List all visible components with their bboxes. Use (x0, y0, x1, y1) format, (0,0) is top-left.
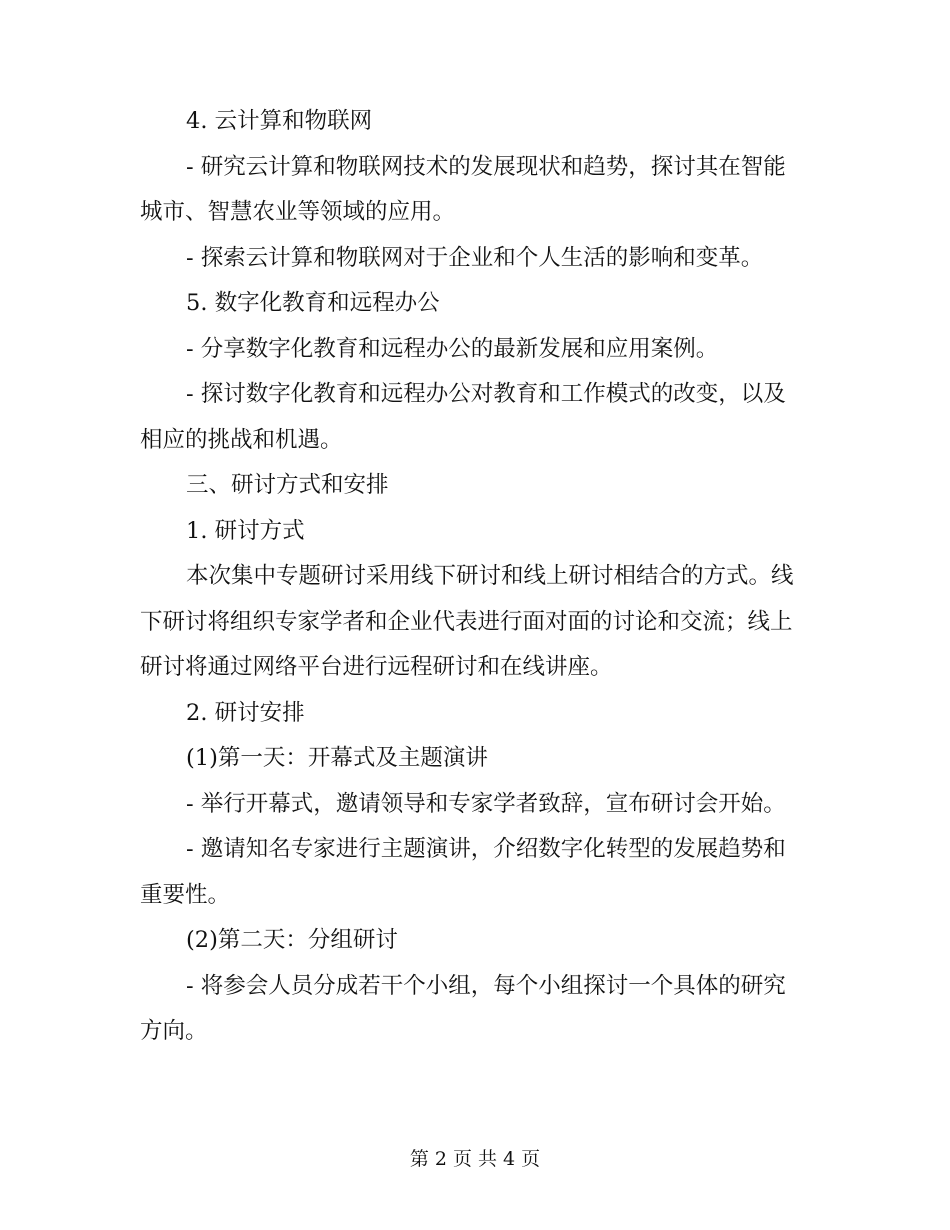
day-two-heading: (2)第二天：分组研讨 (186, 927, 398, 953)
section-heading-cloud-iot: 4. 云计算和物联网 (186, 108, 373, 134)
document-body (140, 99, 800, 1055)
paragraph-cloud-iot-impact: - 探索云计算和物联网对于企业和个人生活的影响和变革。 (186, 244, 764, 271)
paragraph-cloud-iot-research: - 研究云计算和物联网技术的发展现状和趋势，探讨其在智能城市、智慧农业等领域的应用。 (140, 153, 786, 225)
paragraph-keynote: - 邀请知名专家进行主题演讲，介绍数字化转型的发展趋势和重要性。 (140, 836, 786, 908)
subheading-methods: 1. 研讨方式 (186, 517, 305, 544)
page-number-footer: 第 2 页 共 4 页 (409, 1148, 541, 1170)
section-heading-digital-education: 5. 数字化教育和远程办公 (186, 290, 440, 316)
day-one-heading: (1)第一天：开幕式及主题演讲 (186, 745, 488, 771)
paragraph-group-discussion: - 将参会人员分成若干个小组，每个小组探讨一个具体的研究方向。 (140, 972, 786, 1044)
section-heading-methods-arrangement: 三、研讨方式和安排 (186, 472, 389, 498)
paragraph-education-changes: - 探讨数字化教育和远程办公对教育和工作模式的改变，以及相应的挑战和机遇。 (140, 381, 786, 453)
paragraph-methods-description: 本次集中专题研讨采用线下研讨和线上研讨相结合的方式。线下研讨将组织专家学者和企业代表进行面对面的讨论和交流；线上研讨将通过网络平台进行远程研讨和在线讲座。 (140, 563, 794, 680)
subheading-arrangement: 2. 研讨安排 (186, 699, 305, 726)
paragraph-opening-ceremony: - 举行开幕式，邀请领导和专家学者致辞，宣布研讨会开始。 (186, 790, 786, 817)
paragraph-education-cases: - 分享数字化教育和远程办公的最新发展和应用案例。 (186, 335, 719, 362)
